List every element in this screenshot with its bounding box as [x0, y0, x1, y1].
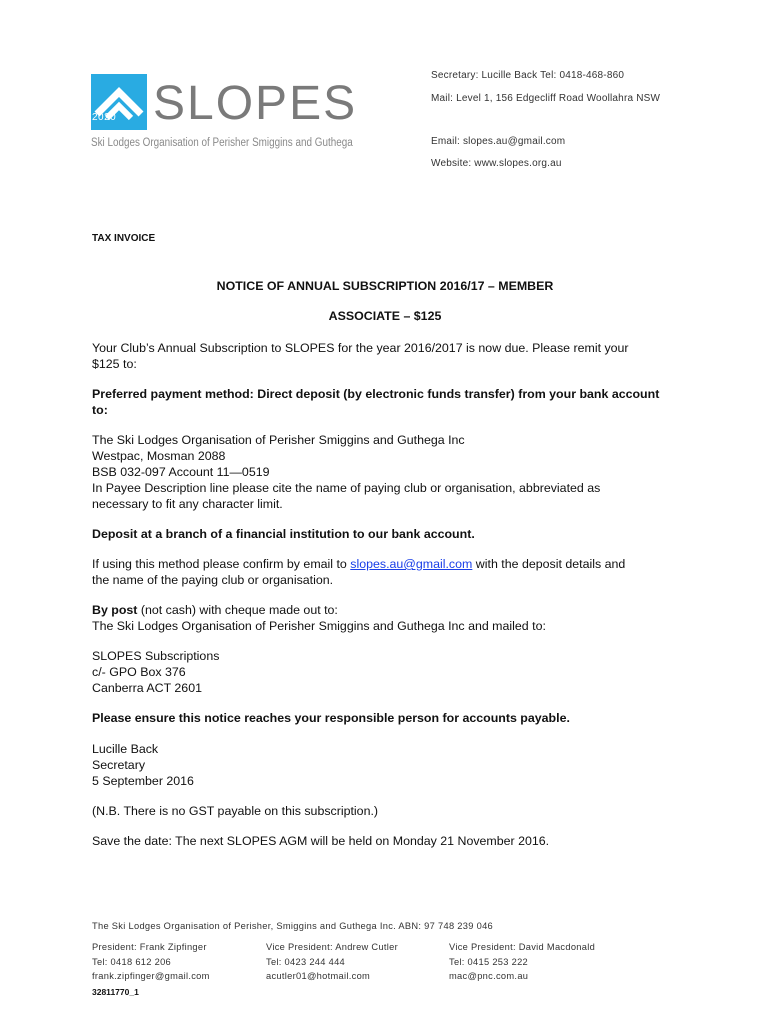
footer-abn: The Ski Lodges Organisation of Perisher, Smiggins and Guthega Inc. ABN: 97 748 239 046	[92, 921, 494, 931]
bank-line-2: Westpac, Mosman 2088	[92, 449, 226, 463]
post-line-1	[92, 603, 338, 619]
bank-line-4: In Payee Description line please cite the name of paying club or organisation, abbreviated as	[92, 481, 601, 495]
header-mail: Mail: Level 1, 156 Edgecliff Road Woollahra NSW	[431, 93, 661, 104]
notice-title: NOTICE OF ANNUAL SUBSCRIPTION 2016/17 – MEMBER	[216, 279, 554, 293]
header-website: Website: www.slopes.org.au	[431, 158, 562, 169]
footer-vp2-tel: Tel: 0415 253 222	[449, 957, 529, 967]
confirm-text-post: with the deposit details and	[472, 557, 626, 571]
preferred-method-line-2: to:	[92, 403, 108, 417]
address-line-1: SLOPES Subscriptions	[92, 649, 220, 663]
address-line-2: c/- GPO Box 376	[92, 665, 186, 679]
confirm-text-pre: If using this method please confirm by email to	[92, 557, 351, 571]
deposit-heading: Deposit at a branch of a financial institution to our bank account.	[92, 527, 475, 541]
post-line-2: The Ski Lodges Organisation of Perisher Smiggins and Guthega Inc and mailed to:	[92, 619, 546, 633]
post-bold-label: By post	[92, 603, 138, 617]
logo-year: 2020	[92, 112, 117, 123]
email-link[interactable]: slopes.au@gmail.com	[350, 557, 473, 571]
bank-line-5: necessary to fit any character limit.	[92, 497, 283, 511]
post-rest: (not cash) with cheque made out to:	[137, 603, 338, 617]
logo-tagline: Ski Lodges Organisation of Perisher Smiggins and Guthega	[91, 137, 353, 149]
logo-wordmark: SLOPES	[153, 77, 358, 130]
signature-date: 5 September 2016	[92, 774, 194, 788]
footer-vp1-title: Vice President: Andrew Cutler	[266, 942, 399, 952]
agm-note: Save the date: The next SLOPES AGM will be held on Monday 21 November 2016.	[92, 834, 550, 848]
bank-line-3: BSB 032-097 Account 11—0519	[92, 465, 270, 479]
intro-line-1: Your Club’s Annual Subscription to SLOPES for the year 2016/2017 is now due. Please remit your	[92, 341, 629, 355]
tax-invoice-label: TAX INVOICE	[92, 233, 156, 244]
document-reference: 32811770_1	[92, 987, 139, 997]
footer-president-title: President: Frank Zipfinger	[92, 942, 207, 952]
footer-vp1-email: acutler01@hotmail.com	[266, 971, 371, 981]
preferred-method-line-1: Preferred payment method: Direct deposit (by electronic funds transfer) from your bank account	[92, 387, 660, 401]
gst-note: (N.B. There is no GST payable on this subscription.)	[92, 804, 379, 818]
header-secretary: Secretary: Lucille Back Tel: 0418-468-860	[431, 70, 625, 81]
address-line-3: Canberra ACT 2601	[92, 681, 202, 695]
confirm-line-1	[92, 557, 625, 573]
footer-president-tel: Tel: 0418 612 206	[92, 957, 172, 967]
signature-title: Secretary	[92, 758, 146, 772]
notice-subtitle: ASSOCIATE – $125	[328, 309, 442, 323]
footer-vp1-tel: Tel: 0423 244 444	[266, 957, 346, 967]
ensure-notice: Please ensure this notice reaches your responsible person for accounts payable.	[92, 711, 570, 725]
confirm-line-2: the name of the paying club or organisation.	[92, 573, 334, 587]
header-email: Email: slopes.au@gmail.com	[431, 136, 566, 147]
footer-vp2-email: mac@pnc.com.au	[449, 971, 529, 981]
bank-line-1: The Ski Lodges Organisation of Perisher Smiggins and Guthega Inc	[92, 433, 465, 447]
intro-line-2: $125 to:	[92, 357, 137, 371]
footer-vp2-title: Vice President: David Macdonald	[449, 942, 596, 952]
footer-president-email: frank.zipfinger@gmail.com	[92, 971, 210, 981]
signature-name: Lucille Back	[92, 742, 159, 756]
